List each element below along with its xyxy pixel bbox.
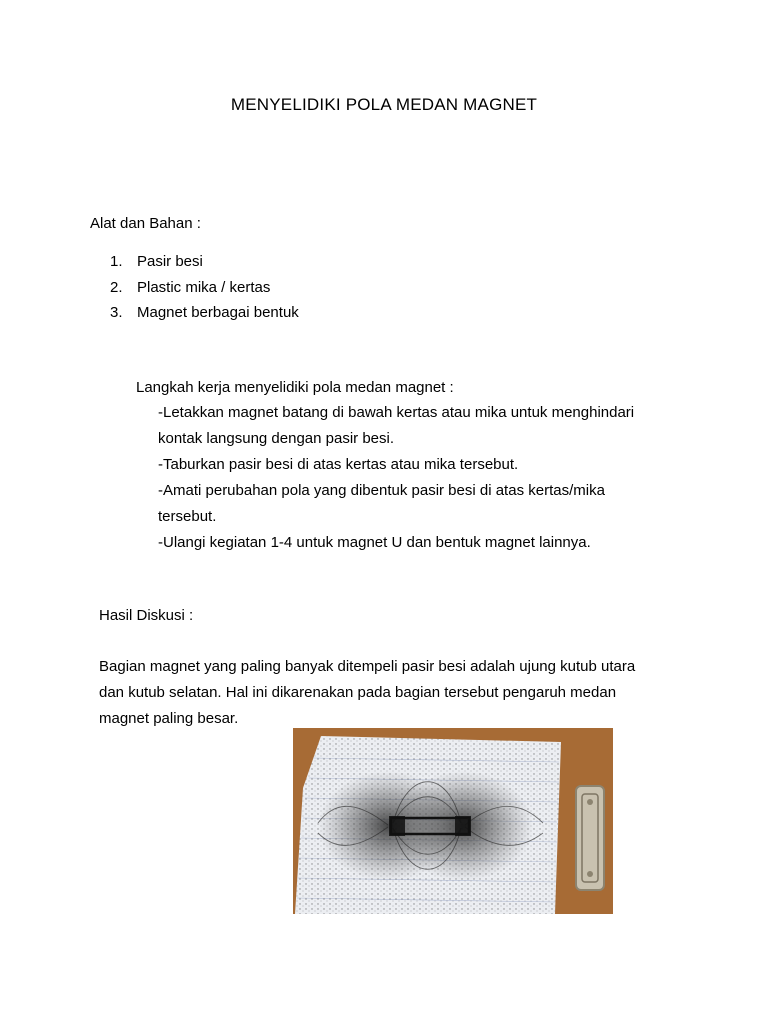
discussion-line: dan kutub selatan. Hal ini dikarenakan pada bagian tersebut pengaruh medan: [99, 684, 617, 701]
list-item: [110, 249, 299, 275]
list-item: [110, 275, 299, 301]
discussion-paragraph: [99, 654, 635, 732]
procedure-line: kontak langsung dengan pasir besi.: [158, 430, 395, 447]
list-number: 1.: [110, 253, 123, 270]
list-item: [110, 300, 299, 326]
discussion-line: Bagian magnet yang paling banyak ditempeli pasir besi adalah ujung kutub utara: [99, 658, 636, 675]
procedure-line: tersebut.: [158, 508, 217, 525]
materials-heading: Alat dan Bahan :: [90, 215, 201, 232]
list-item-text: Magnet berbagai bentuk: [137, 304, 299, 321]
procedure-line: -Taburkan pasir besi di atas kertas atau mika tersebut.: [158, 456, 519, 473]
procedure-line: -Ulangi kegiatan 1-4 untuk magnet U dan bentuk magnet lainnya.: [158, 534, 591, 551]
list-item-text: Pasir besi: [137, 253, 203, 270]
procedure-line: -Letakkan magnet batang di bawah kertas atau mika untuk menghindari: [158, 404, 635, 421]
procedure-line: -Amati perubahan pola yang dibentuk pasir besi di atas kertas/mika: [158, 482, 605, 499]
magnetic-field-photo: [293, 728, 613, 914]
list-item-text: Plastic mika / kertas: [137, 278, 271, 296]
list-number: 2.: [110, 278, 123, 296]
procedure-heading: Langkah kerja menyelidiki pola medan magnet :: [136, 379, 454, 396]
discussion-heading: Hasil Diskusi :: [99, 607, 194, 624]
page-title: MENYELIDIKI POLA MEDAN MAGNET: [230, 95, 538, 114]
list-number: 3.: [110, 304, 123, 321]
metal-clip: [576, 786, 604, 890]
photo-illustration: [293, 728, 613, 914]
discussion-line: magnet paling besar.: [99, 710, 239, 727]
procedure-steps: [158, 400, 634, 556]
materials-list: [110, 249, 299, 326]
